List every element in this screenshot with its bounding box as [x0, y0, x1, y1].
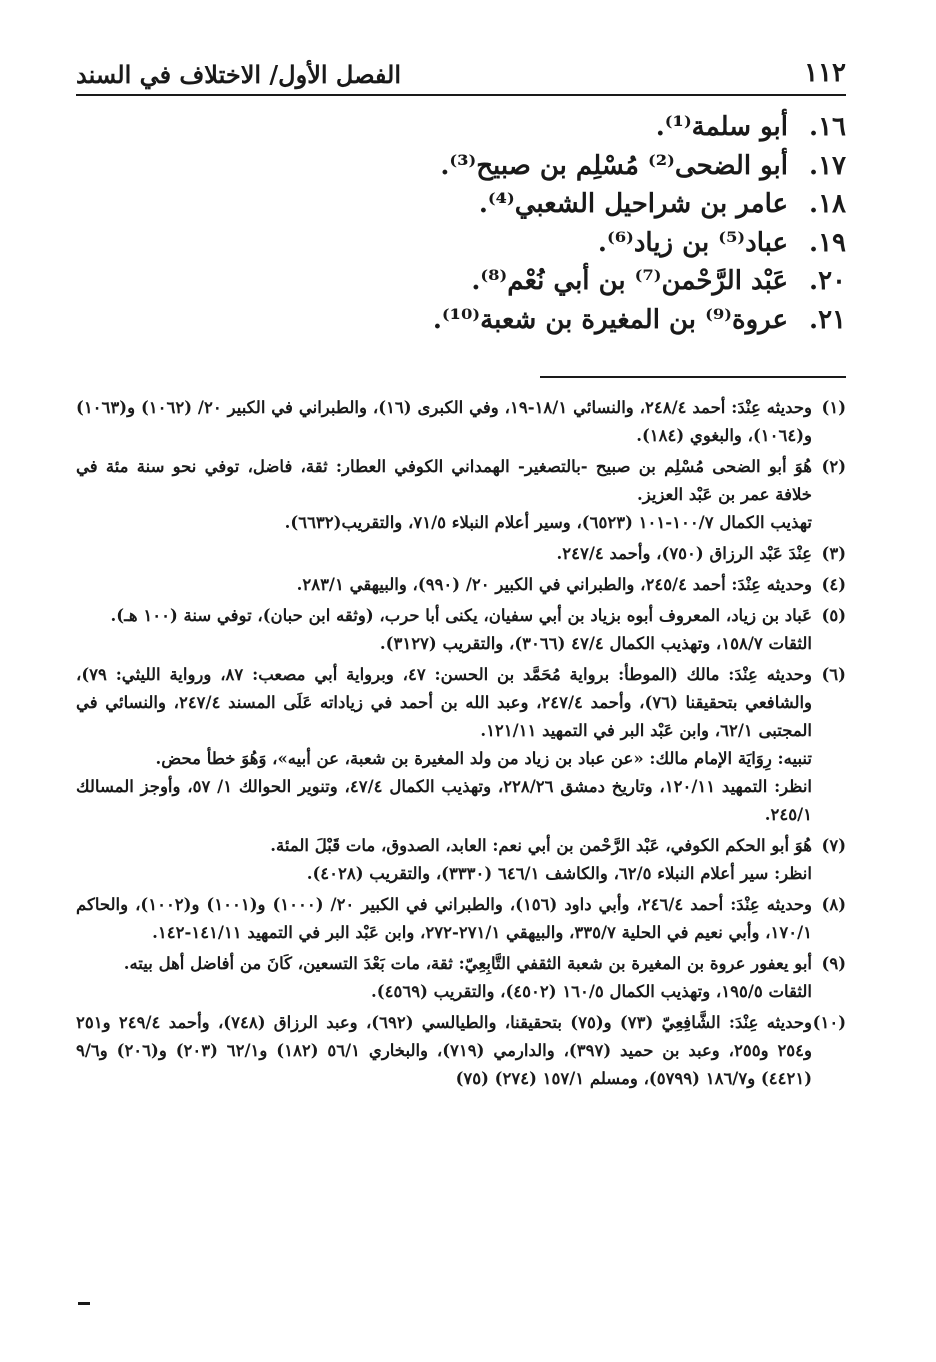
footnote-reference: تهذيب الكمال ١٠٠/٧-١٠١ (٦٥٢٣)، وسير أعلام النبلاء ٧١/٥، والتقريب(٦٦٣٢). — [284, 513, 812, 532]
item-number: ١٨. — [809, 189, 846, 220]
footnote — [76, 950, 846, 1006]
footnote-reference: انظر: سير أعلام النبلاء ٦٢/٥، والكاشف ٦٤٦/١ (٣٣٣٠)، والتقريب (٤٠٢٨). — [306, 864, 812, 883]
item-number: ١٩. — [809, 227, 846, 258]
footnote-divider — [540, 376, 846, 378]
footnote-marker: (٧) — [821, 836, 846, 855]
footnote-text: عَباد بن زياد، المعروف أبوه بزياد بن أبي سفيان، يكنى أبا حرب، (وثقه ابن حبان)، توفي سنة (١٠٠ هـ). — [110, 606, 812, 625]
list-item — [166, 147, 846, 186]
footnote — [76, 661, 846, 829]
footnote-text: هُوَ أبو الضحى مُسْلِم بن صبيح -بالتصغير- الهمداني الكوفي العطار: ثقة، فاضل، توفي نحو سنة مئة في خلافة عمر بن عَبْد العزيز. — [76, 457, 812, 504]
narrator-list — [166, 108, 846, 340]
footnote — [76, 832, 846, 888]
footnote — [76, 571, 846, 599]
footnote — [76, 540, 846, 568]
footnote — [76, 453, 846, 537]
list-item — [166, 301, 846, 340]
footnote — [76, 602, 846, 658]
footnote — [76, 891, 846, 947]
item-number: ٢٠. — [809, 266, 846, 297]
footnote-text: وحديثه عِنْدَ: أحمد ٢٤٥/٤، والطبراني في الكبير ٢٠/ (٩٩٠)، والبيهقي ٢٨٣/١. — [296, 575, 812, 594]
footnote-reference: انظر: التمهيد ١٢٠/١١، وتاريخ دمشق ٢٢٨/٢٦، وتهذيب الكمال ٤٧/٤، وتنوير الحوالك ١/ ٥٧، وأوجز المسالك ٢٤٥/١. — [76, 777, 812, 824]
item-text: أبو الضحى⁽²⁾ مُسْلِم بن صبيح⁽³⁾. — [440, 150, 788, 181]
footnote-text: أبو يعفور عروة بن المغيرة بن شعبة الثقفي التَّابِعِيّ: ثقة، مات بَعْدَ التسعين، كَانَ من أفاضل أهل بيته. — [123, 954, 812, 973]
footnote-marker: (٣) — [821, 544, 846, 563]
footnote-marker: (١٠) — [812, 1013, 846, 1032]
list-item — [166, 185, 846, 224]
list-item — [166, 262, 846, 301]
footnote-text: وحديثه عِنْدَ: أحمد ٢٤٨/٤، والنسائي ١٨/١-١٩، وفي الكبرى (١٦)، والطبراني في الكبير ٢٠/ (١٠٦٢) و(١٠٦٣) و(١٠٦٤)، والبغوي (١٨٤). — [76, 398, 813, 445]
item-number: ٢١. — [809, 304, 846, 335]
footnote-marker: (٤) — [821, 575, 846, 594]
footnotes — [76, 394, 846, 1096]
footnote-marker: (٦) — [821, 665, 846, 684]
item-text: عامر بن شراحيل الشعبي⁽⁴⁾. — [478, 189, 788, 220]
footnote-note: تنبيه: رِوَايَة الإمام مالك: «عن عباد بن زياد من ولد المغيرة بن شعبة، عن أبيه»، وَهُوَ خطأ محض. — [155, 749, 812, 768]
item-text: عَبْد الرَّحْمن⁽⁷⁾ بن أبي نُعْم⁽⁸⁾. — [471, 266, 788, 297]
item-number: ١٧. — [809, 150, 846, 181]
item-number: ١٦. — [809, 112, 846, 142]
footnote-marker: (٢) — [821, 457, 846, 476]
footnote — [76, 394, 846, 450]
footnote-reference: الثقات ١٩٥/٥، وتهذيب الكمال ١٦٠/٥ (٤٥٠٢)، والتقريب (٤٥٦٩). — [371, 982, 812, 1001]
footnote-marker: (٥) — [821, 606, 846, 625]
footnote-text: وحديثه عِنْدَ: الشَّافِعِيّ (٧٣) و(٧٥) بتحقيقنا، والطيالسي (٦٩٢)، وعبد الرزاق (٧٤٨)، وأحمد ٢٤٩/٤ و٢٥١ و٢٥٤ و٢٥٥، وعبد بن حميد (٣٩٧)، والدارمي (٧١٩)، والبخاري ٥٦/١ (١٨٢) و٦٢/١ (٢٠٣) و(٢٠٦) و٩/٦ (٤٤٢١) و١٨٦/٧ (٥٧٩٩)، ومسلم ١٥٧/١ (٢٧٤) (٧٥) — [76, 1013, 812, 1088]
page-number: ١١٢ — [804, 58, 846, 88]
item-text: أبو سلمة⁽¹⁾. — [655, 112, 788, 142]
footnote-marker: (١) — [821, 398, 847, 417]
footnote-text: وحديثه عِنْدَ: أحمد ٢٤٦/٤، وأبي داود (١٥٦)، والطبراني في الكبير ٢٠/ (١٠٠٠) و(١٠٠١) و(١٠٠٢)، والحاكم ١٧٠/١، وأبي نعيم في الحلية ٣٣٥/٧، والبيهقي ٢٧١/١-٢٧٢، وابن عَبْد البر في التمهيد ١٤١/١١-١٤٢. — [76, 895, 813, 942]
item-text: عباد⁽⁵⁾ بن زياد⁽⁶⁾. — [597, 227, 788, 258]
running-title: الفصل الأول/ الاختلاف في السند — [76, 60, 402, 89]
footnote-marker: (٩) — [821, 954, 846, 973]
list-item — [166, 108, 846, 147]
page-header — [76, 56, 846, 96]
footnote-text: وحديثه عِنْدَ: مالك (الموطأ: برواية مُحَمَّد بن الحسن: ٤٧، وبرواية أبي مصعب: ٨٧، ورواية الليثي: ٧٩)، والشافعي بتحقيقنا (٧٦)، وأحمد ٢٤٧/٤، وعبد الله بن أحمد في زياداته عَلَى المسند ٢٤٧/٤، والنسائي في المجتبى ٦٢/١، وابن عَبْد البر في التمهيد ١٢١/١١. — [76, 665, 813, 740]
item-text: عروة⁽⁹⁾ بن المغيرة بن شعبة⁽¹⁰⁾. — [432, 304, 788, 335]
footnote — [76, 1009, 846, 1093]
continuation-dash — [78, 1302, 90, 1305]
list-item — [166, 224, 846, 263]
footnote-marker: (٨) — [821, 895, 847, 914]
footnote-text: عِنْدَ عَبْد الرزاق (٧٥٠)، وأحمد ٢٤٧/٤. — [556, 544, 812, 563]
footnote-text: هُوَ أبو الحكم الكوفي، عَبْد الرَّحْمن بن أبي نعم: العابد، الصدوق، مات قَبْلَ المئة. — [270, 836, 812, 855]
footnote-reference: الثقات ١٥٨/٧، وتهذيب الكمال ٤٧/٤ (٣٠٦٦)، والتقريب (٣١٢٧). — [379, 634, 812, 653]
